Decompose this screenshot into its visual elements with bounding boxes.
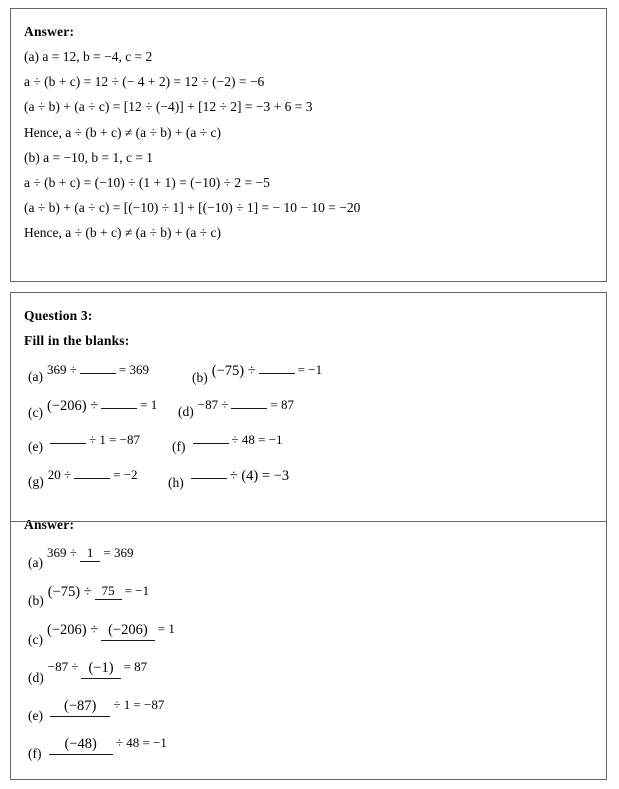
answer-blank[interactable] [193,432,229,444]
item-label: (b) [192,370,208,385]
answer-blank[interactable] [101,397,137,409]
item-expression [188,467,289,483]
expr-suffix: = 87 [270,397,295,412]
filled-answer[interactable]: (−1) [81,661,120,679]
blank-item-b [192,362,323,385]
blank-item-f [172,432,283,454]
expr-prefix: −87 ÷ [197,397,229,412]
expr-suffix: ÷ (4) = −3 [229,468,290,484]
answer-item-f [28,735,167,761]
expr-prefix: (−206) ÷ [46,622,99,638]
expr-suffix: = −1 [124,583,150,598]
item-label: (d) [178,403,194,419]
blank-item-g [28,467,138,489]
answer-item-a [28,545,134,570]
answer-blank[interactable] [80,362,116,374]
blank-row [24,430,593,465]
item-label: (c) [28,405,43,420]
question-instruction: Fill in the blanks: [24,333,130,348]
expr-prefix: −87 ÷ [47,659,79,674]
expr-prefix: (−206) ÷ [46,398,99,414]
item-expression [47,362,149,376]
answer-item-c [28,621,175,647]
answer-row [24,543,593,581]
item-expression [190,432,283,446]
answer-row [24,581,593,619]
expr-prefix: (−75) ÷ [211,363,256,379]
filled-answer[interactable]: 1 [80,546,101,562]
answer-blank[interactable] [50,432,86,444]
expr-prefix: 20 ÷ [47,467,72,482]
item-label: (e) [28,708,43,723]
item-expression [212,362,322,378]
answer-heading: Answer: [24,517,75,532]
item-label: (f) [172,438,186,454]
filled-answer[interactable]: (−87) [50,699,110,717]
item-expression [198,397,294,411]
item-label: (h) [168,475,184,490]
item-expression [48,660,147,678]
answer-blank[interactable] [191,467,227,479]
expr-suffix: ÷ 1 = −87 [88,432,141,447]
answer-section-q2 [10,8,607,282]
answer-line: a ÷ (b + c) = (−10) ÷ (1 + 1) = (−10) ÷ 2 = −5 [24,175,270,191]
answer-line: (a ÷ b) + (a ÷ c) = [(−10) ÷ 1] + [(−10) ÷ 1] = − 10 − 10 = −20 [24,200,361,216]
expr-suffix: ÷ 1 = −87 [113,697,165,712]
item-expression [47,622,175,640]
filled-answer[interactable]: (−206) [101,623,155,641]
item-label: (a) [28,554,43,570]
answer-row [24,657,593,695]
expr-suffix: = 1 [140,397,158,412]
filled-answer[interactable]: 75 [95,584,122,600]
expr-suffix: = 369 [118,362,149,377]
expr-prefix: (−75) ÷ [47,584,92,600]
expr-suffix: ÷ 48 = −1 [231,432,283,447]
answer-blank[interactable] [231,397,267,409]
answer-row [24,619,593,657]
item-expression [47,397,157,413]
blank-item-a [28,362,149,384]
blank-item-h [168,468,290,490]
blank-item-d [178,397,295,419]
expr-suffix: = −1 [297,362,323,377]
item-label: (d) [28,670,44,685]
answer-row [24,695,593,733]
item-label: (c) [28,632,43,647]
item-expression [46,736,167,754]
answer-line: a ÷ (b + c) = 12 ÷ (− 4 + 2) = 12 ÷ (−2) = −6 [24,74,265,90]
answer3-block [11,500,606,771]
answer-blank[interactable] [259,362,295,374]
answer-item-b [28,583,150,608]
expr-prefix: 369 ÷ [46,545,77,560]
item-label: (f) [28,746,42,761]
answer-blank[interactable] [74,467,110,479]
expr-suffix: = −2 [113,467,138,482]
answer-line: (b) a = −10, b = 1, c = 1 [24,149,154,165]
answer-line: (a) a = 12, b = −4, c = 2 [24,49,153,64]
item-label: (e) [28,438,43,454]
answer-row [24,733,593,771]
answer-heading: Answer: [24,24,75,39]
item-expression [47,432,140,446]
expr-suffix: = 1 [157,621,175,636]
blank-row [24,360,593,395]
answer-line: (a ÷ b) + (a ÷ c) = [12 ÷ (−4)] + [12 ÷ 2] = −3 + 6 = 3 [24,99,313,115]
answer-line: Hence, a ÷ (b + c) ≠ (a ÷ b) + (a ÷ c) [24,124,222,140]
answer-line: Hence, a ÷ (b + c) ≠ (a ÷ b) + (a ÷ c) [24,225,222,241]
blank-item-e [28,432,141,454]
item-expression [47,546,133,562]
expr-suffix: = 87 [123,659,148,674]
blank-item-c [28,397,158,420]
item-label: (b) [28,592,44,608]
blank-row [24,465,593,500]
item-label: (a) [28,368,43,384]
filled-answer[interactable]: (−48) [49,737,113,755]
item-label: (g) [28,473,44,489]
item-expression [48,584,149,600]
question3-and-answer-section [10,292,607,780]
question3-block [11,293,606,500]
answer-item-d [28,659,148,685]
expr-prefix: 369 ÷ [46,362,77,377]
blank-row [24,395,593,430]
item-expression [48,467,138,481]
expr-suffix: ÷ 48 = −1 [115,735,167,750]
question-title: Question 3: [24,308,93,323]
answer-item-e [28,697,165,723]
expr-suffix: = 369 [103,545,134,560]
item-expression [47,698,164,716]
section-divider [11,521,606,522]
